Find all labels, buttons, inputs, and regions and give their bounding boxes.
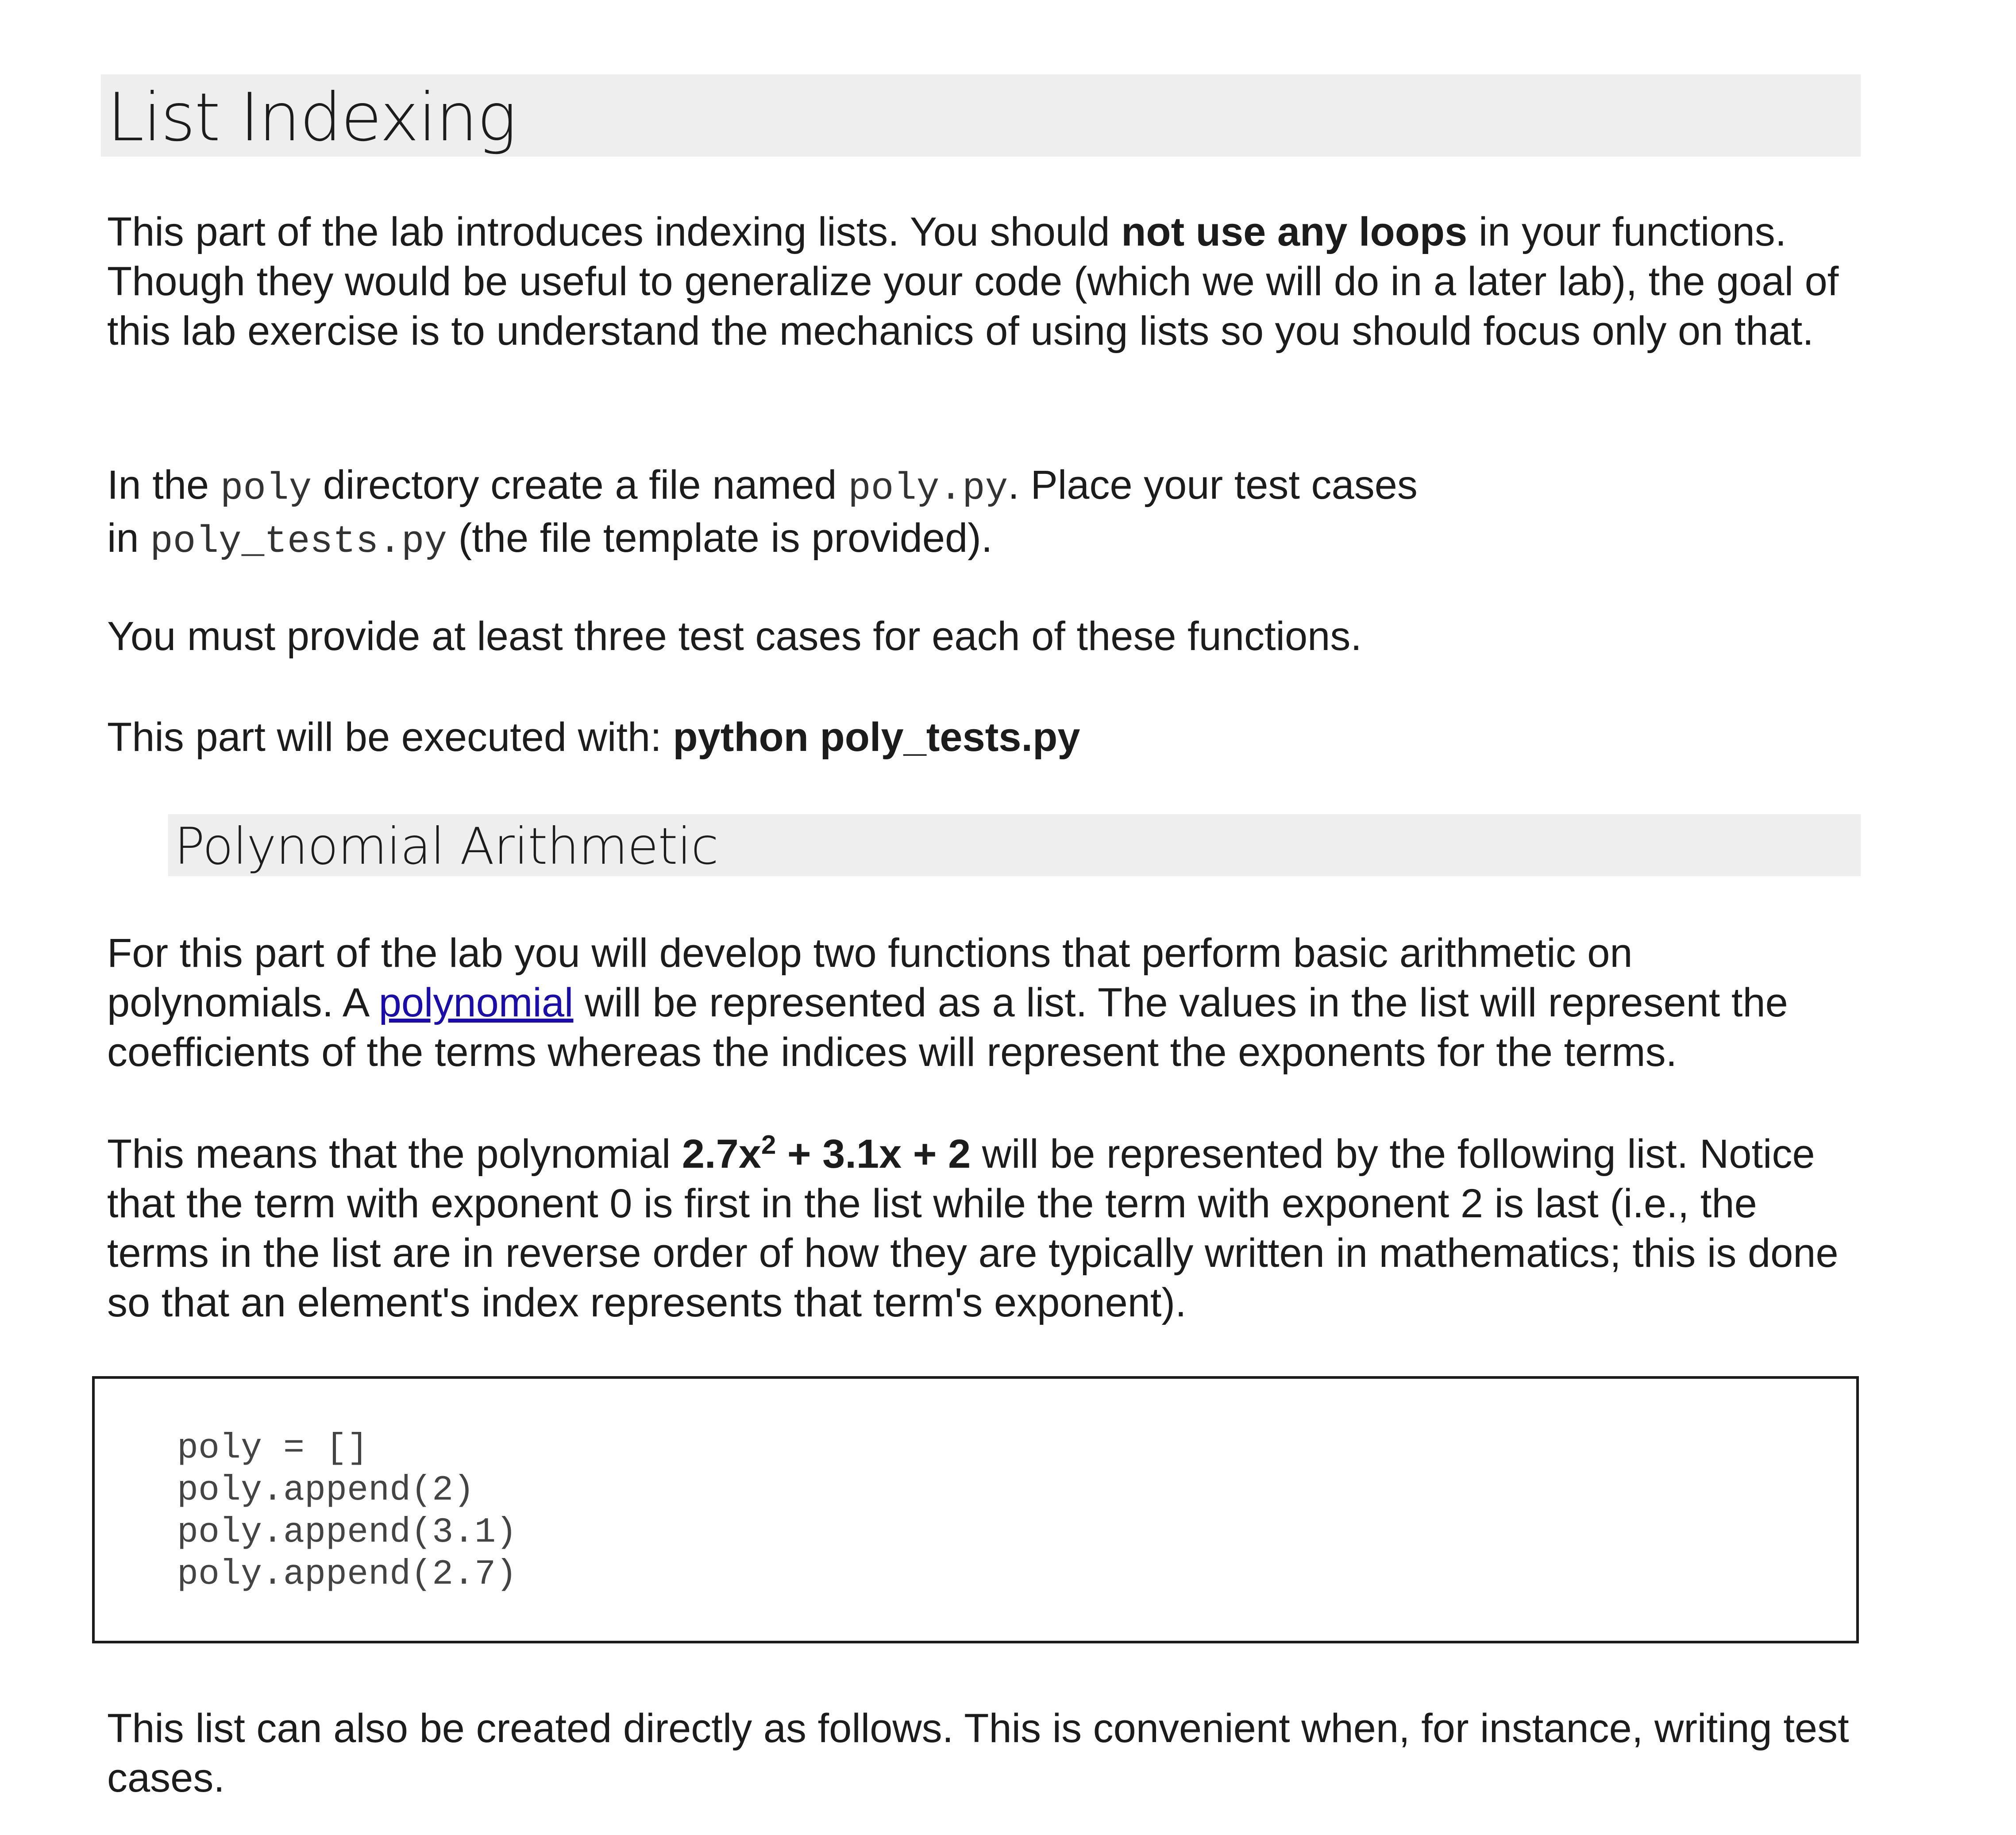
file-instructions-text: In the	[107, 462, 220, 508]
test-cases-requirement: You must provide at least three test cases for each of these functions.	[107, 614, 1362, 659]
direct-creation-paragraph: This list can also be created directly as follows. This is convenient when, for instance, writing test cases.	[107, 1706, 1849, 1800]
poly-tests-file-code: poly_tests.py	[150, 520, 447, 563]
section-title: Polynomial Arithmetic	[174, 817, 718, 876]
intro-paragraph	[107, 207, 1860, 356]
poly-directory-code: poly	[220, 467, 312, 510]
expression-term: 2.7x	[682, 1131, 761, 1177]
expression-term: + 3.1x + 2	[776, 1131, 971, 1177]
representation-paragraph	[107, 1129, 1860, 1327]
execution-text: This part will be executed with:	[107, 715, 673, 760]
file-instructions-text: in	[107, 515, 150, 561]
poly-file-code: poly.py	[848, 467, 1008, 510]
no-loops-emphasis: not use any loops	[1121, 209, 1468, 254]
polynomial-link[interactable]: polynomial	[378, 980, 574, 1025]
page-title: List Indexing	[107, 79, 516, 156]
polynomial-intro-text: will be represented as a list. The values in the list will represent the coefficients of the terms whereas the indices will represent the exponents for the terms.	[107, 980, 1788, 1075]
file-instructions-paragraph	[107, 460, 1860, 566]
representation-text: This means that the polynomial	[107, 1131, 682, 1177]
polynomial-intro-paragraph	[107, 928, 1860, 1077]
code-block	[92, 1376, 1859, 1643]
intro-text-start: This part of the lab introduces indexing lists. You should	[107, 209, 1122, 254]
execution-command-paragraph	[107, 712, 1860, 762]
code-listing: poly = [] poly.append(2) poly.append(3.1) poly.append(2.7)	[177, 1428, 517, 1595]
polynomial-intro-text: For this part of the lab you will develop two functions that perform basic arithmetic on polynomials. A	[107, 931, 1633, 1025]
execution-command: python poly_tests.py	[673, 715, 1080, 760]
file-instructions-text: directory create a file named	[312, 462, 848, 508]
representation-text: will be represented by the following list. Notice that the term with exponent 0 is first in the list while the term with exponent 2 is last (i.e., the terms in the list are in reverse order of how they are typically written in mathematics; this is done so that an element's index represents that term's exponent).	[107, 1131, 1839, 1325]
polynomial-expression	[682, 1131, 971, 1177]
intro-text-end: in your functions. Though they would be useful to generalize your code (which we will do in a later lab), the goal of this lab exercise is to understand the mechanics of using lists so you should focus only on that.	[107, 209, 1839, 354]
exponent: 2	[761, 1130, 776, 1160]
file-instructions-text: (the file template is provided).	[447, 515, 993, 561]
file-instructions-text: . Place your test cases	[1008, 462, 1418, 508]
